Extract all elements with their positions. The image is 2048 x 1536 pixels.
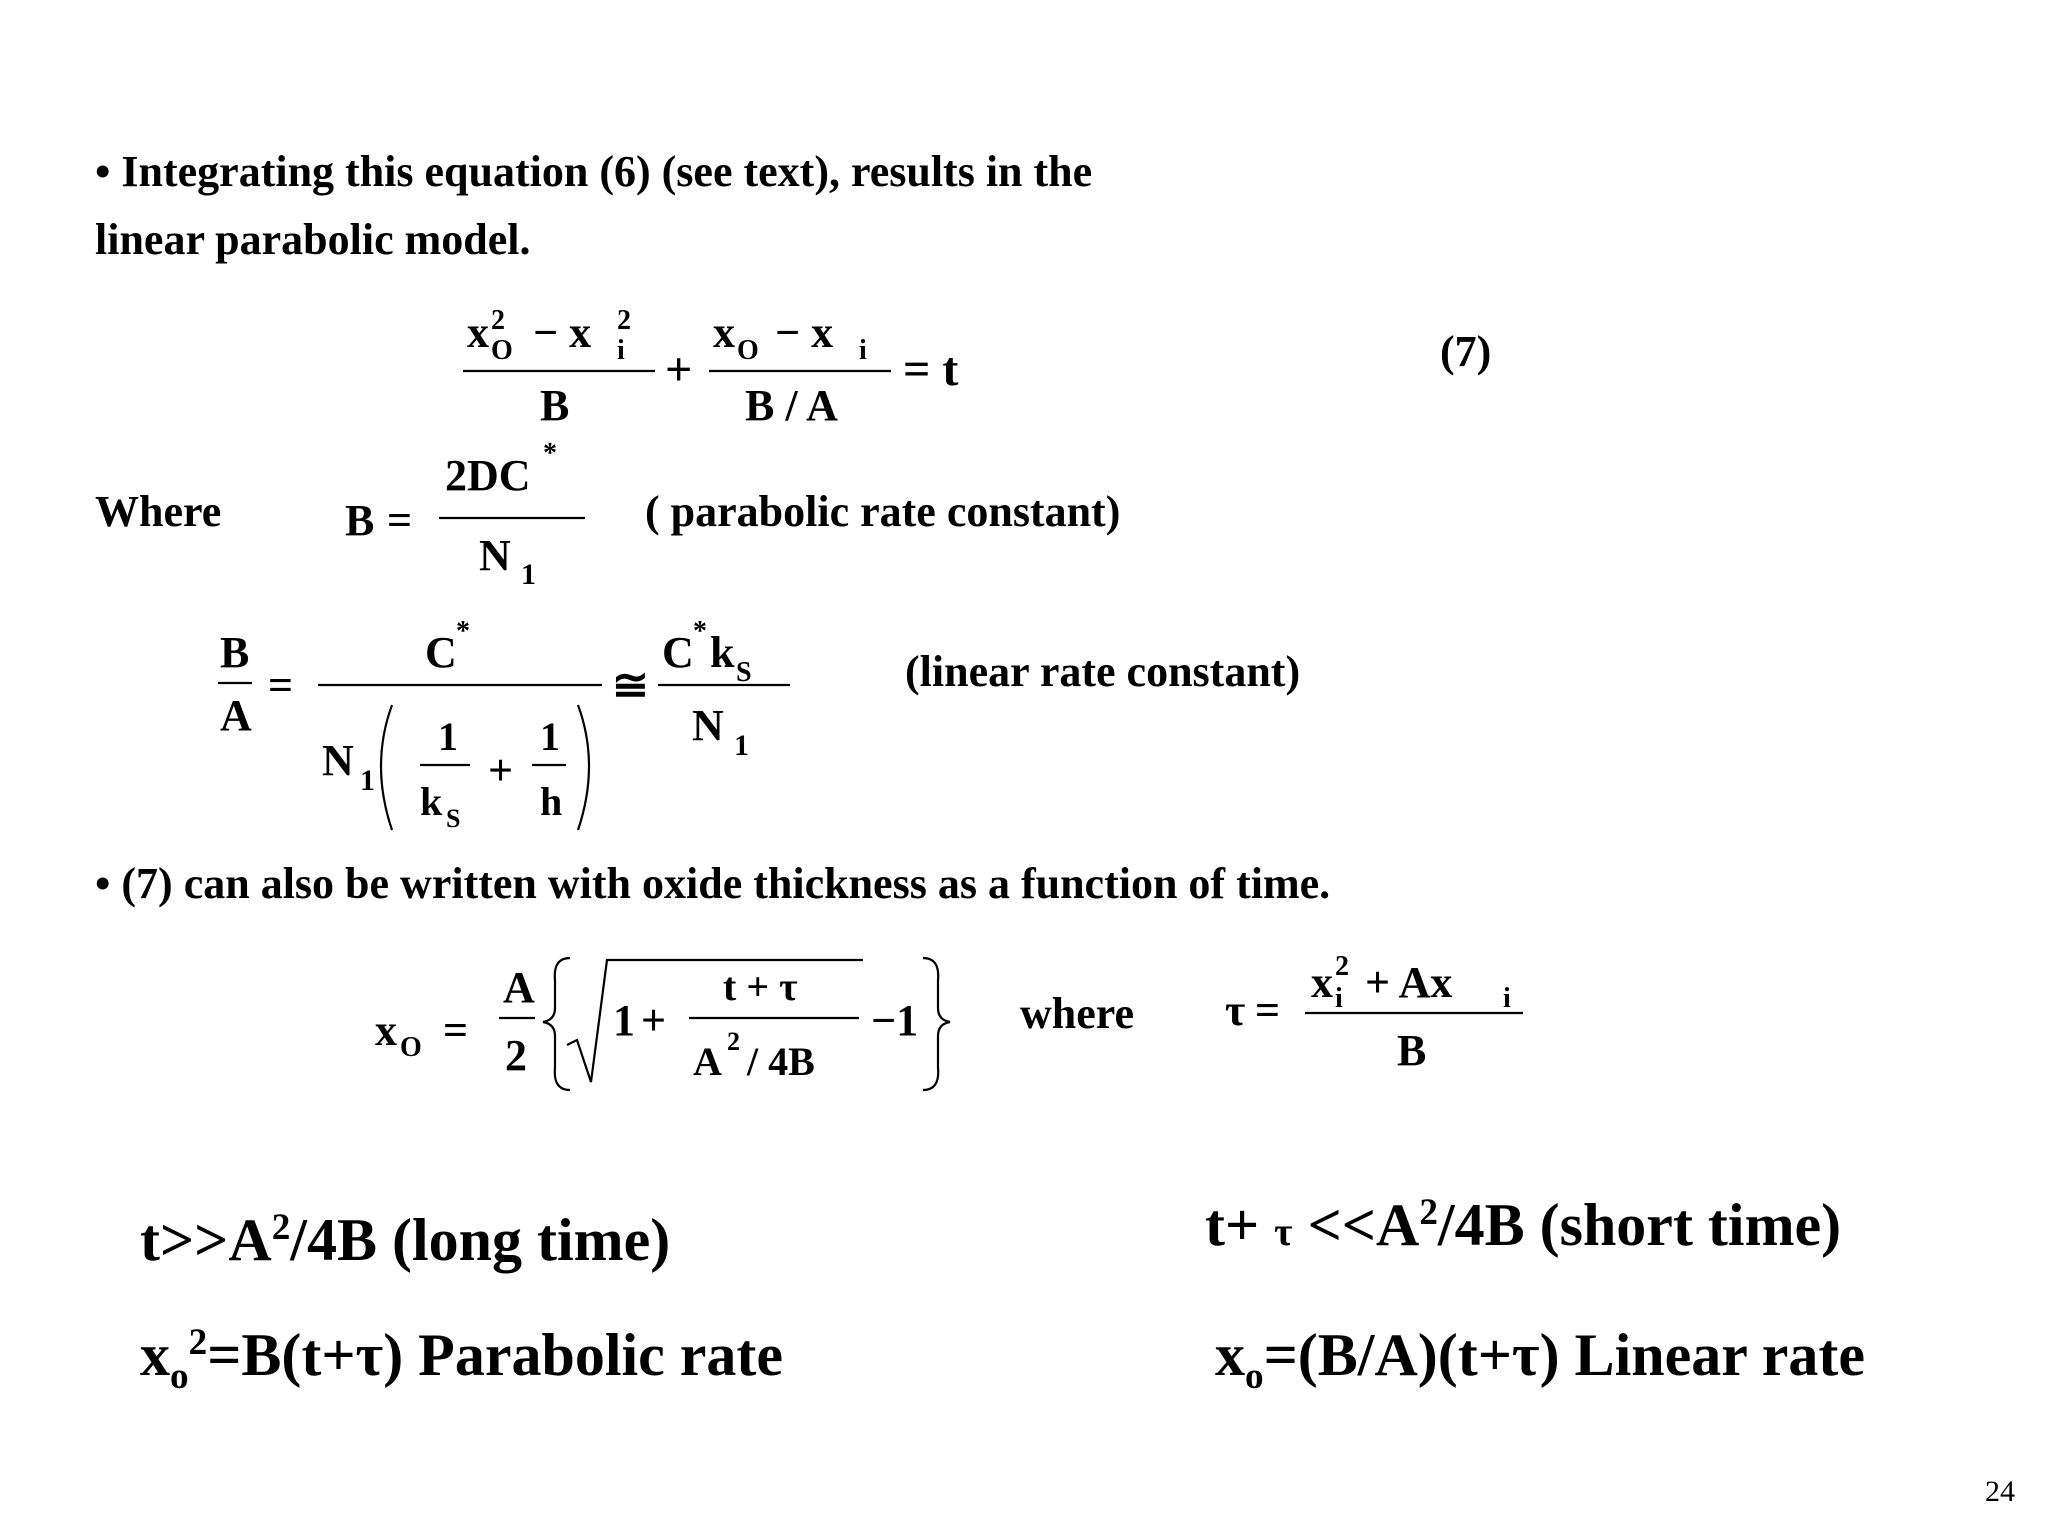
- svg-text:i: i: [1503, 983, 1511, 1014]
- svg-text:2: 2: [491, 305, 505, 336]
- equation-tau: [1225, 945, 1555, 1085]
- svg-text:2: 2: [727, 1027, 740, 1056]
- svg-text:i: i: [859, 335, 867, 366]
- parabolic-rate-equation: [140, 1322, 784, 1397]
- svg-text:O: O: [737, 335, 759, 366]
- long-time-tail: /4B (long time): [290, 1207, 671, 1273]
- svg-text:*: *: [456, 616, 470, 647]
- svg-text:i: i: [1335, 983, 1343, 1014]
- svg-text:S: S: [736, 657, 752, 688]
- svg-text:h: h: [540, 779, 563, 824]
- svg-text:A: A: [503, 963, 535, 1012]
- parabolic-note: ( parabolic rate constant): [645, 487, 1121, 536]
- svg-text:− x: − x: [533, 308, 592, 357]
- svg-text:B: B: [540, 381, 570, 430]
- linear-note: (linear rate constant): [905, 647, 1301, 696]
- svg-text:B: B: [345, 496, 375, 545]
- svg-text:=: =: [387, 496, 413, 545]
- long-time-condition: [140, 1207, 671, 1273]
- parabolic-rest: =B(t+τ) Parabolic rate: [207, 1322, 784, 1388]
- svg-text:B: B: [220, 628, 250, 677]
- intro-text-line1: • Integrating this equation (6) (see text), results in the: [95, 147, 1093, 196]
- svg-text:−1: −1: [871, 996, 919, 1045]
- svg-text:1: 1: [360, 764, 375, 797]
- svg-text:x: x: [1311, 958, 1333, 1007]
- parabolic-sup: 2: [188, 1322, 208, 1363]
- svg-text:N: N: [322, 736, 354, 785]
- svg-text:O: O: [400, 1032, 422, 1063]
- short-time-condition: [1205, 1192, 1842, 1258]
- written-bullet: • (7) can also be written with oxide thickness as a function of time.: [95, 859, 1331, 908]
- svg-text:2: 2: [617, 305, 631, 336]
- svg-text:1: 1: [521, 558, 536, 591]
- svg-text:k: k: [710, 628, 735, 677]
- equation-xo-of-time: [375, 950, 975, 1100]
- equation-7: [455, 295, 1015, 435]
- parabolic-x: x: [140, 1322, 170, 1388]
- svg-text:1: 1: [734, 729, 749, 762]
- parabolic-sub: o: [170, 1356, 189, 1397]
- short-time-mid: <<A: [1292, 1192, 1420, 1258]
- intro-text-line2: linear parabolic model.: [95, 215, 531, 264]
- linear-rate-equation: [1215, 1322, 1866, 1397]
- svg-text:C: C: [425, 628, 457, 677]
- svg-text:x: x: [713, 308, 735, 357]
- svg-text:+: +: [641, 996, 667, 1045]
- svg-text:t + τ: t + τ: [723, 964, 798, 1009]
- svg-text:N: N: [479, 531, 511, 580]
- svg-text:=: =: [1255, 986, 1281, 1035]
- svg-text:=: =: [268, 661, 294, 710]
- svg-text:2DC: 2DC: [445, 451, 531, 500]
- short-time-tail: /4B (short time): [1437, 1192, 1842, 1258]
- svg-text:A: A: [693, 1039, 722, 1084]
- equation-b-parabolic: [345, 440, 605, 600]
- svg-text:− x: − x: [775, 308, 834, 357]
- svg-text:2: 2: [1335, 951, 1349, 982]
- equation-7-label: (7): [1440, 327, 1492, 376]
- svg-text:B: B: [1397, 1026, 1427, 1075]
- svg-text:i: i: [617, 335, 625, 366]
- svg-text:τ: τ: [1225, 986, 1246, 1035]
- svg-text:1: 1: [540, 714, 560, 759]
- svg-text:C: C: [662, 628, 694, 677]
- svg-text:1: 1: [613, 996, 635, 1045]
- svg-text:≅: ≅: [612, 661, 649, 710]
- svg-text:+: +: [488, 746, 514, 795]
- svg-text:/ 4B: / 4B: [747, 1039, 815, 1084]
- linear-x: x: [1215, 1322, 1245, 1388]
- where-lower-label: where: [1020, 989, 1135, 1038]
- svg-text:k: k: [420, 779, 443, 824]
- svg-text:S: S: [446, 804, 461, 833]
- long-time-exponent: 2: [271, 1207, 291, 1248]
- linear-rest: =(B/A)(t+τ) Linear rate: [1263, 1322, 1866, 1388]
- where-label: Where: [95, 487, 222, 536]
- long-time-lead: t>>A: [140, 1207, 272, 1273]
- short-time-lead: t+: [1205, 1192, 1275, 1258]
- short-time-exponent: 2: [1419, 1192, 1438, 1233]
- svg-text:= t: = t: [903, 343, 959, 396]
- svg-text:x: x: [467, 308, 489, 357]
- svg-text:x: x: [375, 1006, 397, 1055]
- svg-text:=: =: [443, 1006, 469, 1055]
- svg-text:+: +: [665, 343, 693, 396]
- svg-text:2: 2: [505, 1031, 527, 1080]
- svg-text:O: O: [491, 335, 513, 366]
- svg-text:B / A: B / A: [745, 381, 838, 430]
- svg-text:N: N: [692, 701, 724, 750]
- short-time-tau: τ: [1274, 1209, 1293, 1254]
- svg-text:*: *: [543, 438, 557, 469]
- svg-text:A: A: [220, 691, 252, 740]
- linear-sub: o: [1245, 1356, 1264, 1397]
- equation-b-over-a-linear: [210, 615, 810, 845]
- page-number: 24: [1985, 1475, 2015, 1508]
- svg-text:1: 1: [438, 714, 458, 759]
- svg-text:+ Ax: + Ax: [1365, 958, 1453, 1007]
- svg-text:*: *: [693, 616, 707, 647]
